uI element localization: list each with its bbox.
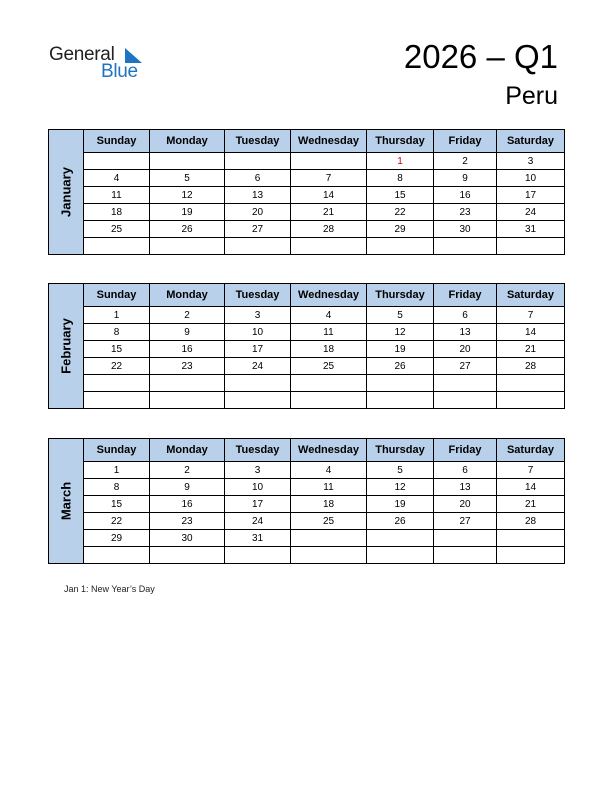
week-row [84,513,565,530]
day-cell: 28 [291,221,367,238]
day-cell: 21 [497,341,565,358]
week-row [84,547,565,564]
day-cell [150,547,225,564]
day-cell: 26 [150,221,225,238]
day-cell [497,530,565,547]
day-cell [225,375,291,392]
weekday-header: Saturday [497,284,565,307]
logo-blue-text: Blue [101,61,138,82]
day-cell: 17 [225,341,291,358]
weekday-header: Sunday [84,439,150,462]
day-cell: 25 [291,513,367,530]
weekday-header: Wednesday [291,130,367,153]
day-cell: 5 [367,307,434,324]
day-cell: 20 [434,496,497,513]
day-cell [150,153,225,170]
day-cell: 7 [497,462,565,479]
day-cell [291,547,367,564]
day-cell: 16 [150,496,225,513]
day-cell: 27 [225,221,291,238]
day-cell: 7 [497,307,565,324]
month-name: January [58,167,74,217]
day-cell [497,375,565,392]
day-cell [84,375,150,392]
day-cell: 19 [367,496,434,513]
day-cell: 11 [291,479,367,496]
day-cell: 21 [291,204,367,221]
day-cell: 31 [497,221,565,238]
day-cell: 19 [367,341,434,358]
day-cell: 4 [291,462,367,479]
day-cell: 6 [434,307,497,324]
month-calendar-february [48,283,564,409]
day-cell: 20 [225,204,291,221]
week-row [84,479,565,496]
holiday-footnote: Jan 1: New Year’s Day [64,584,155,594]
day-cell [225,547,291,564]
day-cell: 15 [84,496,150,513]
logo-general-text: General [49,44,115,65]
brand-logo [49,44,149,84]
weekday-header: Sunday [84,130,150,153]
day-cell: 19 [150,204,225,221]
week-row [84,530,565,547]
weekday-header: Monday [150,284,225,307]
day-cell: 3 [497,153,565,170]
week-row [84,221,565,238]
week-row [84,238,565,255]
weekday-header: Tuesday [225,284,291,307]
day-cell: 13 [434,479,497,496]
page-title: 2026 – Q1 [403,38,558,75]
day-cell: 15 [367,187,434,204]
day-cell: 16 [150,341,225,358]
day-cell [150,375,225,392]
day-cell: 25 [84,221,150,238]
day-cell [291,392,367,409]
weekday-header: Friday [434,130,497,153]
day-cell [497,238,565,255]
day-cell: 11 [291,324,367,341]
day-cell: 12 [367,479,434,496]
day-cell: 31 [225,530,291,547]
day-cell [497,547,565,564]
week-row [84,496,565,513]
day-cell: 8 [84,324,150,341]
month-label [48,283,84,409]
weekday-header: Tuesday [225,130,291,153]
day-cell: 3 [225,462,291,479]
day-cell [434,530,497,547]
day-cell: 14 [291,187,367,204]
weekday-header-row [84,130,565,153]
day-cell: 23 [150,358,225,375]
day-cell: 22 [84,513,150,530]
day-cell: 17 [225,496,291,513]
day-cell: 10 [497,170,565,187]
weekday-header-row [84,284,565,307]
month-label [48,438,84,564]
day-cell [367,530,434,547]
week-row [84,324,565,341]
weekday-header: Sunday [84,284,150,307]
day-cell: 6 [225,170,291,187]
day-cell [434,375,497,392]
week-row [84,358,565,375]
day-cell: 29 [367,221,434,238]
day-cell [225,392,291,409]
day-cell: 11 [84,187,150,204]
day-cell [84,392,150,409]
day-cell: 26 [367,513,434,530]
week-row [84,204,565,221]
day-cell: 24 [497,204,565,221]
month-table [83,129,565,255]
day-cell: 1 [84,307,150,324]
weekday-header: Thursday [367,439,434,462]
day-cell: 8 [367,170,434,187]
day-cell [497,392,565,409]
day-cell: 29 [84,530,150,547]
day-cell [434,547,497,564]
week-row [84,462,565,479]
week-row [84,375,565,392]
weekday-header: Thursday [367,130,434,153]
month-table [83,438,565,564]
day-cell: 10 [225,479,291,496]
week-row [84,307,565,324]
weekday-header: Saturday [497,439,565,462]
day-cell: 23 [434,204,497,221]
day-cell: 17 [497,187,565,204]
day-cell: 2 [150,307,225,324]
day-cell: 30 [150,530,225,547]
day-cell: 23 [150,513,225,530]
day-cell [291,375,367,392]
weekday-header: Saturday [497,130,565,153]
day-cell [84,238,150,255]
day-cell: 30 [434,221,497,238]
day-cell: 27 [434,513,497,530]
day-cell: 26 [367,358,434,375]
day-cell: 28 [497,358,565,375]
day-cell: 9 [150,324,225,341]
day-cell [291,238,367,255]
week-row [84,392,565,409]
weekday-header: Monday [150,439,225,462]
day-cell: 4 [291,307,367,324]
day-cell: 1 [84,462,150,479]
day-cell [367,238,434,255]
country-name: Peru [505,82,558,110]
day-cell [367,547,434,564]
day-cell [291,530,367,547]
month-name: March [58,481,74,521]
day-cell: 14 [497,479,565,496]
day-cell: 24 [225,513,291,530]
month-table [83,283,565,409]
day-cell: 2 [150,462,225,479]
weekday-header: Tuesday [225,439,291,462]
day-cell: 20 [434,341,497,358]
day-cell [291,153,367,170]
day-cell: 3 [225,307,291,324]
weekday-header: Wednesday [291,439,367,462]
day-cell [367,375,434,392]
month-calendar-march [48,438,564,564]
day-cell: 5 [150,170,225,187]
day-cell: 2 [434,153,497,170]
day-cell: 25 [291,358,367,375]
day-cell [150,238,225,255]
day-cell: 18 [84,204,150,221]
month-label [48,129,84,255]
weekday-header: Thursday [367,284,434,307]
day-cell: 28 [497,513,565,530]
month-calendar-january [48,129,564,255]
day-cell: 24 [225,358,291,375]
day-cell: 6 [434,462,497,479]
weekday-header-row [84,439,565,462]
day-cell: 9 [434,170,497,187]
day-cell [367,392,434,409]
day-cell [225,153,291,170]
day-cell: 22 [84,358,150,375]
day-cell [225,238,291,255]
day-cell [84,547,150,564]
weekday-header: Monday [150,130,225,153]
day-cell [150,392,225,409]
month-name: February [58,318,74,374]
day-cell: 7 [291,170,367,187]
day-cell: 15 [84,341,150,358]
week-row [84,153,565,170]
day-cell: 9 [150,479,225,496]
day-cell: 10 [225,324,291,341]
day-cell: 4 [84,170,150,187]
day-cell [84,153,150,170]
weekday-header: Wednesday [291,284,367,307]
day-cell: 13 [225,187,291,204]
day-cell: 5 [367,462,434,479]
day-cell: 13 [434,324,497,341]
day-cell: 14 [497,324,565,341]
day-cell: 12 [367,324,434,341]
weekday-header: Friday [434,284,497,307]
day-cell: 18 [291,496,367,513]
week-row [84,341,565,358]
day-cell: 8 [84,479,150,496]
day-cell: 1 [367,153,434,170]
weekday-header: Friday [434,439,497,462]
day-cell: 27 [434,358,497,375]
day-cell: 16 [434,187,497,204]
day-cell: 21 [497,496,565,513]
day-cell [434,392,497,409]
day-cell: 12 [150,187,225,204]
week-row [84,187,565,204]
day-cell [434,238,497,255]
week-row [84,170,565,187]
day-cell: 18 [291,341,367,358]
day-cell: 22 [367,204,434,221]
